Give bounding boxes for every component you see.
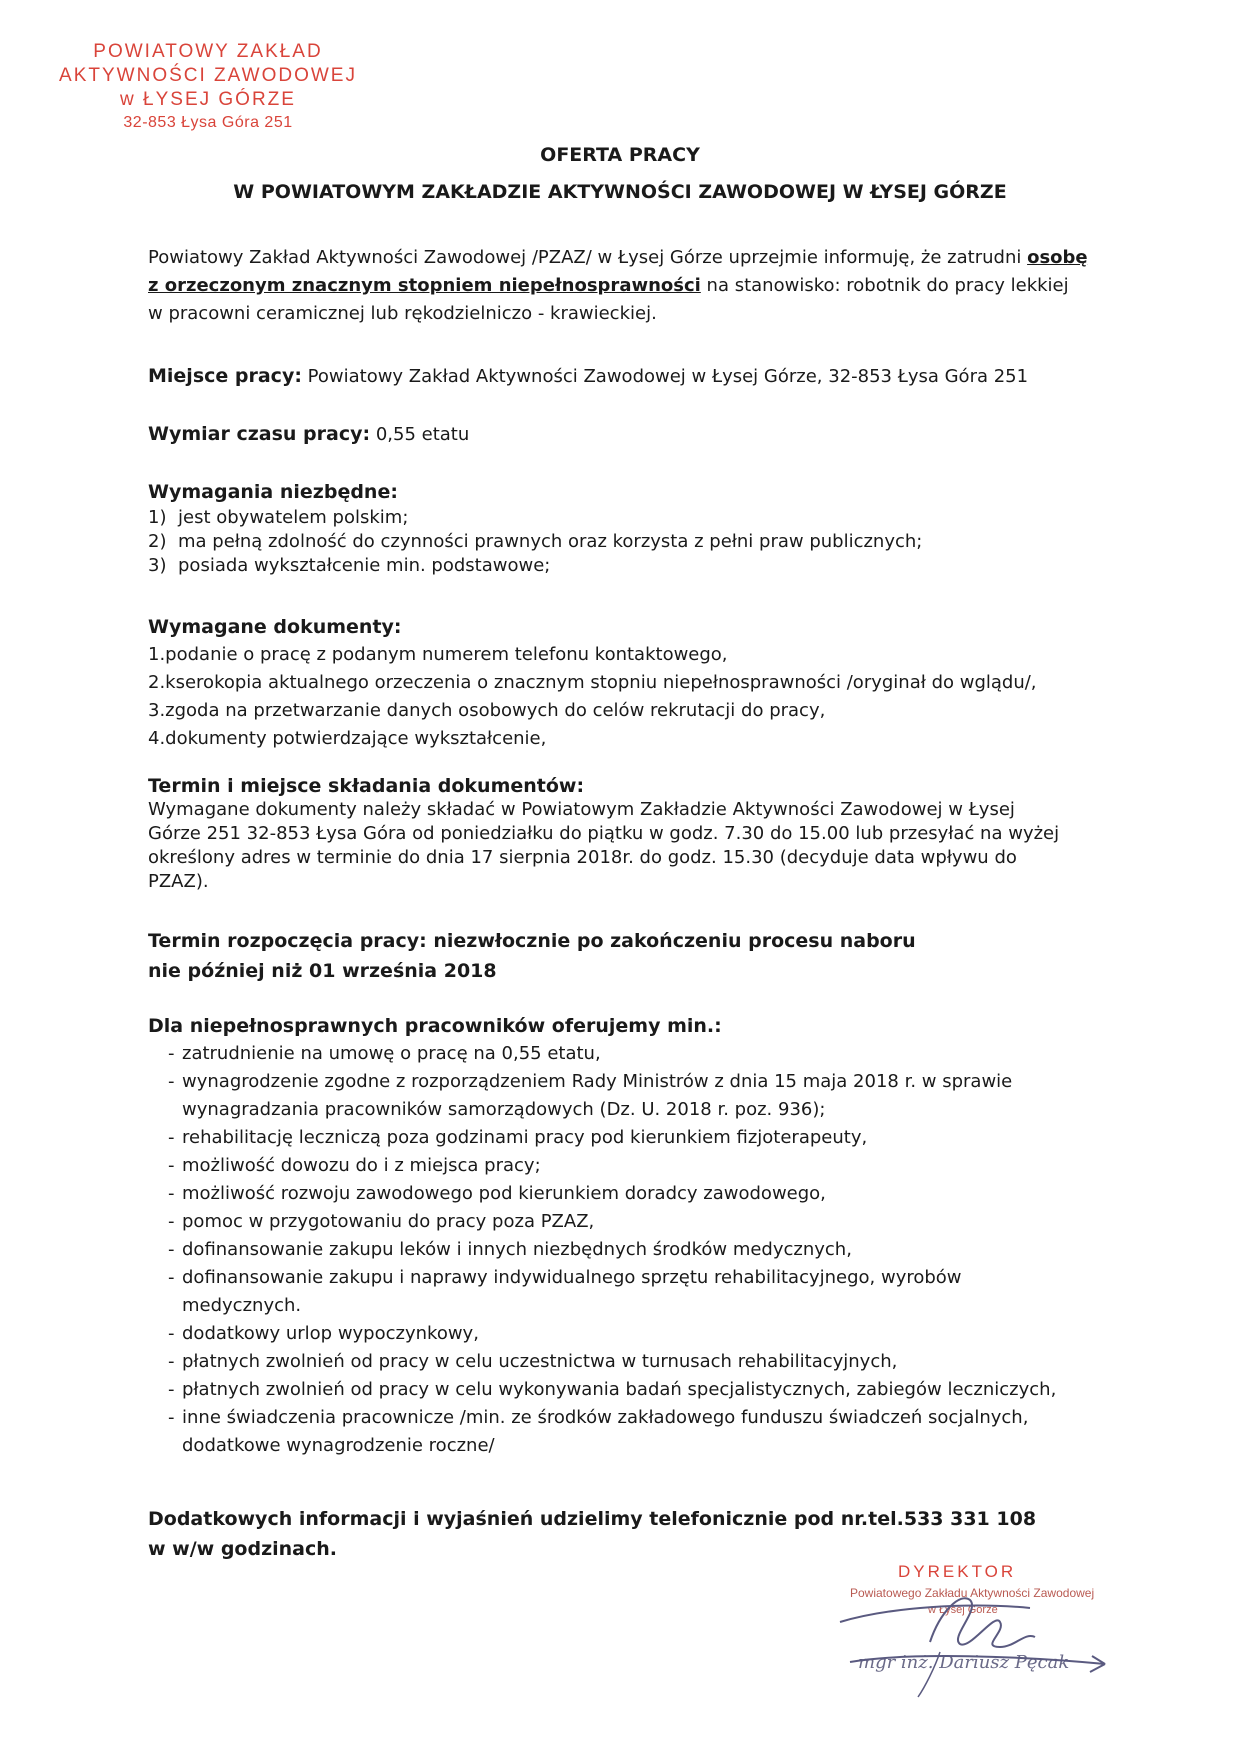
list-item xyxy=(148,506,1088,530)
intro-text-2: na stanowisko: robotnik do pracy lekkiej w pracowni ceramicznej lub rękodzielniczo - krawieckiej. xyxy=(148,275,1069,324)
hours-value: 0,55 etatu xyxy=(370,424,470,445)
requirements-list xyxy=(148,506,1088,578)
stamp-line-1: POWIATOWY ZAKŁAD xyxy=(93,41,323,62)
document-title: OFERTA PRACY xyxy=(540,144,700,166)
list-item: 1.podanie o pracę z podanym numerem telefonu kontaktowego, xyxy=(148,644,728,665)
item-text: możliwość rozwoju zawodowego pod kierunkiem doradcy zawodowego, xyxy=(182,1183,826,1204)
signature-block xyxy=(820,1552,1120,1702)
intro-emphasis: osobę z orzeczonym znacznym stopniem niepełnosprawności xyxy=(148,247,1088,296)
item-text: możliwość dowozu do i z miejsca pracy; xyxy=(182,1155,541,1176)
item-text: posiada wykształcenie min. podstawowe; xyxy=(178,555,551,576)
signature-institution: Powiatowego Zakładu Aktywności Zawodowej xyxy=(850,1586,1095,1600)
list-item: - dofinansowanie zakupu i naprawy indywidualnego sprzętu rehabilitacyjnego, wyrobów medycznych. xyxy=(168,1267,962,1316)
item-text: dofinansowanie zakupu leków i innych niezbędnych środków medycznych, xyxy=(182,1239,852,1260)
offers-heading: Dla niepełnosprawnych pracowników oferujemy min.: xyxy=(148,1015,722,1037)
intro-text-1: Powiatowy Zakład Aktywności Zawodowej /PZAZ/ w Łysej Górze uprzejmie informuję, że zatrudni xyxy=(148,247,1028,268)
list-item: - wynagrodzenie zgodne z rozporządzeniem Rady Ministrów z dnia 15 maja 2018 r. w sprawie wynagradzania pracowników samorządowych (Dz. U. 2018 r. poz. 936); xyxy=(168,1071,1013,1120)
signature-title: DYREKTOR xyxy=(898,1562,1017,1581)
list-item: - pomoc w przygotowaniu do pracy poza PZAZ, xyxy=(168,1211,595,1232)
item-text: wynagrodzenie zgodne z rozporządzeniem Rady Ministrów z dnia 15 maja 2018 r. w sprawie wynagradzania pracowników samorządowych (Dz. U. 2018 r. poz. 936); xyxy=(182,1071,1013,1120)
requirements-heading: Wymagania niezbędne: xyxy=(148,481,398,503)
item-number: 2) xyxy=(148,531,167,552)
item-text: płatnych zwolnień od pracy w celu uczestnictwa w turnusach rehabilitacyjnych, xyxy=(182,1351,898,1372)
signature-location: w Łysej Górze xyxy=(928,1604,998,1616)
item-text: dodatkowy urlop wypoczynkowy, xyxy=(182,1323,479,1344)
contact-line-2: w w/w godzinach. xyxy=(148,1538,338,1560)
item-text: płatnych zwolnień od pracy w celu wykonywania badań specjalistycznych, zabiegów leczniczych, xyxy=(182,1379,1057,1400)
item-text: ma pełną zdolność do czynności prawnych oraz korzysta z pełni praw publicznych; xyxy=(178,531,923,552)
item-number: 3) xyxy=(148,555,167,576)
workplace-value: Powiatowy Zakład Aktywności Zawodowej w Łysej Górze, 32-853 Łysa Góra 251 xyxy=(301,366,1029,387)
list-item: - inne świadczenia pracownicze /min. ze środków zakładowego funduszu świadczeń socjalnych, dodatkowe wynagrodzenie roczne/ xyxy=(168,1407,1029,1456)
stamp-line-2: AKTYWNOŚCI ZAWODOWEJ xyxy=(59,65,357,86)
item-text: jest obywatelem polskim; xyxy=(178,507,409,528)
intro-paragraph xyxy=(148,244,1088,328)
submission-text: Wymagane dokumenty należy składać w Powiatowym Zakładzie Aktywności Zawodowej w Łysej Górze 251 32-853 Łysa Góra od poniedziałku do piątku w godz. 7.30 do 15.00 lub przesyłać na wyżej określony adres w terminie do dnia 17 sierpnia 2018r. do godz. 15.30 (decyduje data wpływu do PZAZ). xyxy=(148,799,1060,892)
document-subtitle: W POWIATOWYM ZAKŁADZIE AKTYWNOŚCI ZAWODOWEJ W ŁYSEJ GÓRZE xyxy=(233,181,1007,203)
signature-name: mgr inż. Dariusz Pęcak xyxy=(858,1652,1070,1673)
start-section xyxy=(148,926,1088,986)
documents-section xyxy=(148,613,1088,753)
list-item xyxy=(148,530,1088,554)
item-text: inne świadczenia pracownicze /min. ze środków zakładowego funduszu świadczeń socjalnych, dodatkowe wynagrodzenie roczne/ xyxy=(182,1407,1029,1456)
requirements-section xyxy=(148,478,1088,578)
list-item: - możliwość rozwoju zawodowego pod kierunkiem doradcy zawodowego, xyxy=(168,1183,826,1204)
list-item: - płatnych zwolnień od pracy w celu uczestnictwa w turnusach rehabilitacyjnych, xyxy=(168,1351,898,1372)
institution-stamp xyxy=(58,40,358,134)
workplace-line xyxy=(148,362,1088,391)
stamp-address: 32-853 Łysa Góra 251 xyxy=(123,114,293,131)
list-item: - możliwość dowozu do i z miejsca pracy; xyxy=(168,1155,541,1176)
list-item xyxy=(148,554,1088,578)
item-text: pomoc w przygotowaniu do pracy poza PZAZ, xyxy=(182,1211,595,1232)
offers-list xyxy=(148,1040,1078,1460)
workplace-label: Miejsce pracy: xyxy=(148,365,302,387)
list-item: 4.dokumenty potwierdzające wykształcenie, xyxy=(148,728,547,749)
list-item: - dodatkowy urlop wypoczynkowy, xyxy=(168,1323,479,1344)
hours-label: Wymiar czasu pracy: xyxy=(148,423,371,445)
item-number: 1) xyxy=(148,507,167,528)
start-line-1: Termin rozpoczęcia pracy: niezwłocznie po zakończeniu procesu naboru xyxy=(148,930,916,952)
documents-heading: Wymagane dokumenty: xyxy=(148,616,402,638)
handwritten-signature xyxy=(820,1552,1120,1702)
submission-heading: Termin i miejsce składania dokumentów: xyxy=(148,775,585,797)
item-text: dofinansowanie zakupu i naprawy indywidualnego sprzętu rehabilitacyjnego, wyrobów medycznych. xyxy=(182,1267,962,1316)
submission-section xyxy=(148,774,1088,894)
list-item: 3.zgoda na przetwarzanie danych osobowych do celów rekrutacji do pracy, xyxy=(148,700,826,721)
item-text: zatrudnienie na umowę o pracę na 0,55 etatu, xyxy=(182,1043,601,1064)
offers-section xyxy=(148,1012,1088,1460)
list-item: - dofinansowanie zakupu leków i innych niezbędnych środków medycznych, xyxy=(168,1239,852,1260)
list-item: - rehabilitację leczniczą poza godzinami pracy pod kierunkiem fizjoterapeuty, xyxy=(168,1127,868,1148)
stamp-line-3: w ŁYSEJ GÓRZE xyxy=(120,89,296,110)
list-item: - zatrudnienie na umowę o pracę na 0,55 etatu, xyxy=(168,1043,601,1064)
list-item: 2.kserokopia aktualnego orzeczenia o znacznym stopniu niepełnosprawności /oryginał do wglądu/, xyxy=(148,672,1037,693)
item-text: rehabilitację leczniczą poza godzinami pracy pod kierunkiem fizjoterapeuty, xyxy=(182,1127,868,1148)
contact-line-1: Dodatkowych informacji i wyjaśnień udzielimy telefonicznie pod nr.tel.533 331 108 xyxy=(148,1508,1037,1530)
list-item: - płatnych zwolnień od pracy w celu wykonywania badań specjalistycznych, zabiegów leczniczych, xyxy=(168,1379,1057,1400)
start-line-2: nie później niż 01 września 2018 xyxy=(148,960,497,982)
hours-line xyxy=(148,420,1088,449)
